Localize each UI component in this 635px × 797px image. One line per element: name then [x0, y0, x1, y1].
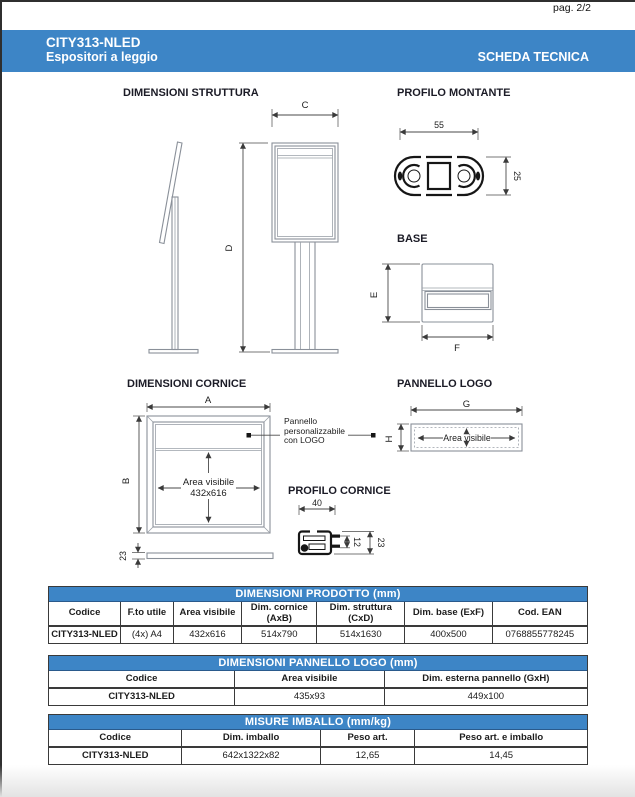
- header-peso-art: Peso art.: [321, 730, 416, 746]
- front-view-base: [272, 350, 338, 354]
- header-cod-ean: Cod. EAN: [517, 607, 562, 619]
- cornice-area-label: Area visibile: [182, 477, 235, 488]
- cell-codice: CITY313-NLED: [49, 748, 182, 764]
- table-header-row: [49, 602, 587, 627]
- cell-codice: CITY313-NLED: [49, 627, 121, 643]
- header-dim-cornice: Dim. cornice (AxB): [242, 602, 317, 625]
- section-title-profilo-cornice: PROFILO CORNICE: [288, 485, 391, 497]
- cell-peso-art-imballo: 14,45: [489, 749, 514, 761]
- cell-area-visibile: 432x616: [174, 627, 242, 643]
- cell-dim-base: 400x500: [405, 627, 493, 643]
- section-title-pannello-logo: PANNELLO LOGO: [397, 378, 493, 390]
- product-type: Espositori a leggio: [46, 50, 158, 64]
- note-marker-right: [371, 433, 376, 438]
- table-title: DIMENSIONI PANNELLO LOGO (mm): [49, 656, 587, 671]
- header-codice: Codice: [49, 671, 235, 687]
- cell-dim-struttura: 514x1630: [317, 627, 405, 643]
- header-dim-base: Dim. base (ExF): [405, 602, 493, 625]
- table-pannello-logo: [48, 655, 588, 706]
- page-border-top: [0, 0, 635, 2]
- table-header-row: [49, 730, 587, 748]
- doc-title: SCHEDA TECNICA: [477, 50, 589, 64]
- cornice-side-profile: [147, 553, 273, 559]
- dim-label-h: H: [384, 435, 395, 443]
- dim-label-40: 40: [312, 498, 322, 508]
- pannello-logo-drawing: [385, 398, 530, 460]
- page-bottom-fade: [0, 765, 635, 797]
- table-title: DIMENSIONI PRODOTTO (mm): [49, 587, 587, 602]
- header-fto-utile: F.to utile: [121, 602, 174, 625]
- table-title: MISURE IMBALLO (mm/kg): [49, 715, 587, 730]
- page-border-left: [0, 0, 2, 797]
- dim-label-g: G: [462, 399, 471, 410]
- table-row: [49, 627, 587, 643]
- side-view-base: [149, 350, 198, 354]
- table-row: [49, 748, 587, 764]
- header-peso-art-imballo: Peso art. e imballo: [459, 731, 544, 743]
- cell-area-visibile: 435x93: [235, 689, 385, 705]
- dim-label-a: A: [204, 395, 212, 406]
- pannello-area-label: Area visibile: [443, 433, 491, 443]
- cell-dim-cornice: 514x790: [242, 627, 317, 643]
- side-view-panel: [160, 142, 183, 244]
- dim-label-12: 12: [352, 537, 362, 547]
- note-marker-left: [247, 433, 252, 438]
- table-misure-imballo: [48, 714, 588, 765]
- dim-label-25: 25: [512, 171, 522, 181]
- dim-label-23-thickness: 23: [118, 551, 128, 561]
- header-codice: Codice: [49, 730, 182, 746]
- header-codice: Codice: [49, 602, 121, 625]
- table-header-row: [49, 671, 587, 689]
- cell-dim-imballo: 642x1322x82: [182, 748, 320, 764]
- base-outline: [422, 264, 493, 322]
- table-dimensioni-prodotto: [48, 586, 588, 644]
- product-code: CITY313-NLED: [46, 35, 141, 50]
- page-number: pag. 2/2: [553, 2, 591, 14]
- cell-fto-utile: (4x) A4: [121, 627, 174, 643]
- pannello-note-line2: personalizzabile: [284, 425, 345, 436]
- dim-label-f: F: [454, 343, 460, 354]
- cell-dim-esterna: 449x100: [467, 690, 505, 702]
- dim-label-d: D: [224, 244, 235, 252]
- dim-label-c: C: [301, 100, 309, 111]
- base-drawing: [370, 255, 500, 355]
- header-area-visibile: Area visibile: [235, 671, 385, 687]
- cornice-area-value: 432x616: [190, 488, 227, 499]
- table-row: [49, 689, 587, 705]
- header-area-visibile: Area visibile: [174, 602, 242, 625]
- dim-label-55: 55: [434, 120, 444, 130]
- dim-label-e: E: [369, 291, 380, 299]
- montante-profile-drawing: [390, 118, 525, 205]
- cell-peso-art: 12,65: [321, 748, 416, 764]
- pannello-note: [284, 417, 354, 446]
- pannello-note-line3: con LOGO: [284, 435, 325, 445]
- header-dim-struttura: Dim. struttura (CxD): [317, 602, 405, 625]
- dim-label-b: B: [121, 477, 132, 485]
- dim-label-23-profile: 23: [376, 537, 386, 548]
- profilo-cornice-drawing: [290, 498, 395, 565]
- cell-cod-ean: 0768855778245: [505, 628, 575, 640]
- header-dim-esterna: Dim. esterna pannello (GxH): [422, 672, 550, 684]
- section-title-montante: PROFILO MONTANTE: [397, 87, 511, 99]
- section-title-struttura: DIMENSIONI STRUTTURA: [123, 87, 259, 99]
- section-title-cornice: DIMENSIONI CORNICE: [127, 378, 247, 390]
- cell-codice: CITY313-NLED: [49, 689, 235, 705]
- pannello-note-line1: Pannello: [284, 416, 318, 426]
- section-title-base: BASE: [397, 233, 428, 245]
- header-dim-imballo: Dim. imballo: [182, 730, 320, 746]
- structure-drawing: [120, 95, 360, 370]
- header-bar: [2, 30, 635, 72]
